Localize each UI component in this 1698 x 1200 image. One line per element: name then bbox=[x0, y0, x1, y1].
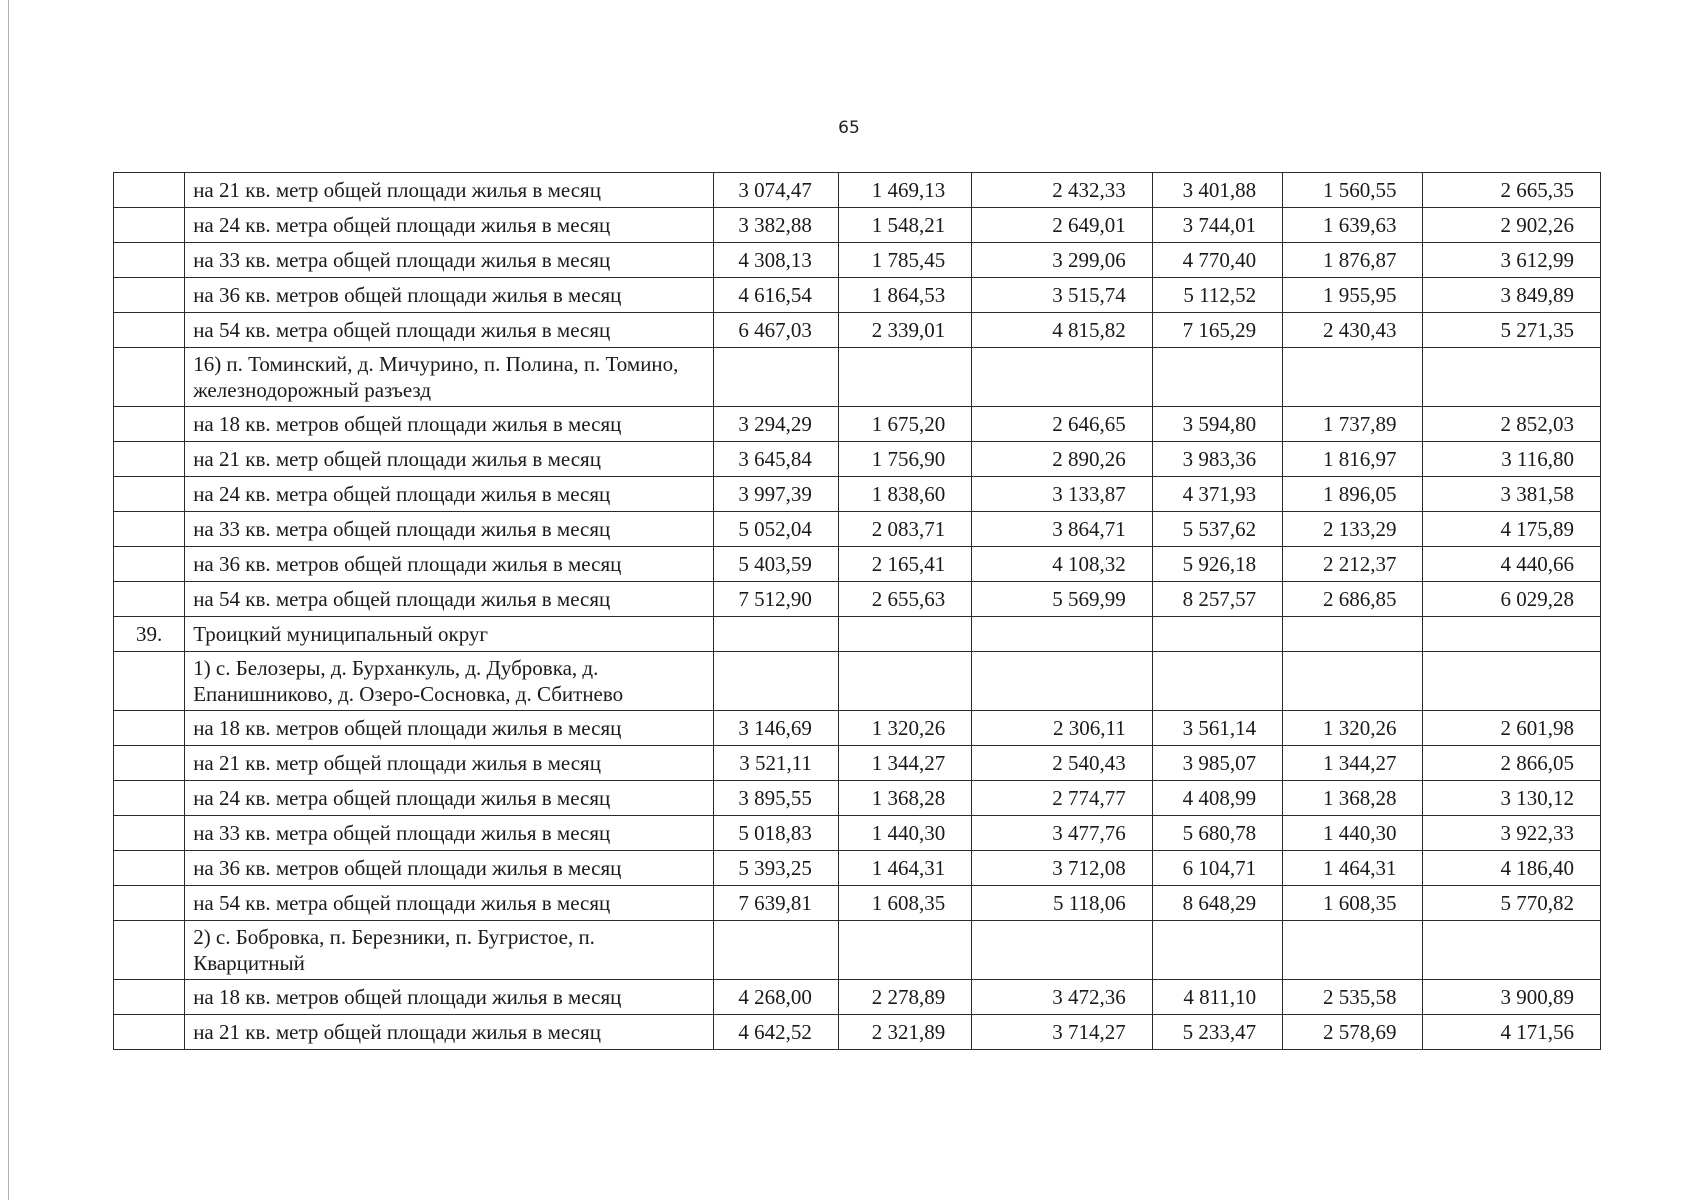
value-cell-col6: 2 852,03 bbox=[1423, 407, 1601, 442]
value-cell-col3: 2 432,33 bbox=[972, 173, 1152, 208]
value-cell-col2: 1 756,90 bbox=[838, 442, 971, 477]
value-cell-col4: 4 371,93 bbox=[1152, 477, 1282, 512]
value-cell-col3 bbox=[972, 617, 1152, 652]
table-row bbox=[114, 652, 1601, 711]
value-cell-col1: 5 403,59 bbox=[713, 547, 838, 582]
row-label-cell: на 24 кв. метра общей площади жилья в месяц bbox=[185, 781, 713, 816]
value-cell-col5: 1 896,05 bbox=[1283, 477, 1423, 512]
value-cell-col2: 1 320,26 bbox=[838, 711, 971, 746]
value-cell-col4: 3 594,80 bbox=[1152, 407, 1282, 442]
value-cell-col3: 3 864,71 bbox=[972, 512, 1152, 547]
value-cell-col5: 1 344,27 bbox=[1283, 746, 1423, 781]
value-cell-col2: 1 864,53 bbox=[838, 278, 971, 313]
row-label-cell: Троицкий муниципальный округ bbox=[185, 617, 713, 652]
value-cell-col5: 2 578,69 bbox=[1283, 1015, 1423, 1050]
value-cell-col5: 1 876,87 bbox=[1283, 243, 1423, 278]
table-row bbox=[114, 851, 1601, 886]
table-row bbox=[114, 921, 1601, 980]
table-row bbox=[114, 512, 1601, 547]
value-cell-col1: 4 268,00 bbox=[713, 980, 838, 1015]
value-cell-col3: 3 712,08 bbox=[972, 851, 1152, 886]
row-label-cell: на 36 кв. метров общей площади жилья в месяц bbox=[185, 851, 713, 886]
value-cell-col6: 3 381,58 bbox=[1423, 477, 1601, 512]
value-cell-col4: 3 983,36 bbox=[1152, 442, 1282, 477]
value-cell-col6: 4 186,40 bbox=[1423, 851, 1601, 886]
table-row bbox=[114, 547, 1601, 582]
value-cell-col5: 1 368,28 bbox=[1283, 781, 1423, 816]
value-cell-col4: 5 680,78 bbox=[1152, 816, 1282, 851]
value-cell-col5: 1 955,95 bbox=[1283, 278, 1423, 313]
value-cell-col6 bbox=[1423, 348, 1601, 407]
value-cell-col3: 2 646,65 bbox=[972, 407, 1152, 442]
value-cell-col5: 2 212,37 bbox=[1283, 547, 1423, 582]
row-index-cell bbox=[114, 477, 185, 512]
table-row bbox=[114, 348, 1601, 407]
locality-group-label: 2) с. Бобровка, п. Березники, п. Бугристое, п. Кварцитный bbox=[185, 921, 713, 980]
value-cell-col2: 1 548,21 bbox=[838, 208, 971, 243]
value-cell-col3: 2 306,11 bbox=[972, 711, 1152, 746]
value-cell-col5: 2 535,58 bbox=[1283, 980, 1423, 1015]
value-cell-col3: 5 118,06 bbox=[972, 886, 1152, 921]
value-cell-col4: 5 112,52 bbox=[1152, 278, 1282, 313]
value-cell-col4 bbox=[1152, 921, 1282, 980]
value-cell-col1: 3 146,69 bbox=[713, 711, 838, 746]
value-cell-col6: 4 175,89 bbox=[1423, 512, 1601, 547]
value-cell-col2: 2 278,89 bbox=[838, 980, 971, 1015]
row-label-cell: на 36 кв. метров общей площади жилья в месяц bbox=[185, 278, 713, 313]
row-label-cell: на 33 кв. метра общей площади жилья в месяц bbox=[185, 243, 713, 278]
table-row bbox=[114, 746, 1601, 781]
table-row bbox=[114, 477, 1601, 512]
value-cell-col5: 1 608,35 bbox=[1283, 886, 1423, 921]
value-cell-col2: 1 608,35 bbox=[838, 886, 971, 921]
value-cell-col3 bbox=[972, 921, 1152, 980]
row-index-cell bbox=[114, 208, 185, 243]
row-index-cell bbox=[114, 652, 185, 711]
row-index-cell bbox=[114, 313, 185, 348]
value-cell-col2 bbox=[838, 348, 971, 407]
value-cell-col4: 5 233,47 bbox=[1152, 1015, 1282, 1050]
value-cell-col3: 2 649,01 bbox=[972, 208, 1152, 243]
row-index-cell bbox=[114, 980, 185, 1015]
value-cell-col1: 5 052,04 bbox=[713, 512, 838, 547]
table-row bbox=[114, 711, 1601, 746]
value-cell-col3: 4 815,82 bbox=[972, 313, 1152, 348]
value-cell-col6: 2 601,98 bbox=[1423, 711, 1601, 746]
value-cell-col5: 1 639,63 bbox=[1283, 208, 1423, 243]
tariff-table bbox=[113, 172, 1601, 1050]
row-label-cell: на 21 кв. метр общей площади жилья в месяц bbox=[185, 442, 713, 477]
value-cell-col3: 3 515,74 bbox=[972, 278, 1152, 313]
value-cell-col1: 3 382,88 bbox=[713, 208, 838, 243]
value-cell-col1: 3 521,11 bbox=[713, 746, 838, 781]
row-index-cell bbox=[114, 243, 185, 278]
value-cell-col3: 3 299,06 bbox=[972, 243, 1152, 278]
value-cell-col3: 4 108,32 bbox=[972, 547, 1152, 582]
value-cell-col2: 1 464,31 bbox=[838, 851, 971, 886]
value-cell-col2: 1 838,60 bbox=[838, 477, 971, 512]
value-cell-col6 bbox=[1423, 652, 1601, 711]
value-cell-col4 bbox=[1152, 652, 1282, 711]
row-index-cell bbox=[114, 278, 185, 313]
row-index-cell bbox=[114, 582, 185, 617]
value-cell-col1: 3 294,29 bbox=[713, 407, 838, 442]
value-cell-col6: 5 271,35 bbox=[1423, 313, 1601, 348]
value-cell-col4: 4 770,40 bbox=[1152, 243, 1282, 278]
value-cell-col2 bbox=[838, 921, 971, 980]
row-index-cell bbox=[114, 851, 185, 886]
value-cell-col4: 3 561,14 bbox=[1152, 711, 1282, 746]
value-cell-col3: 3 472,36 bbox=[972, 980, 1152, 1015]
table-row bbox=[114, 582, 1601, 617]
row-index-cell bbox=[114, 816, 185, 851]
value-cell-col5: 1 737,89 bbox=[1283, 407, 1423, 442]
value-cell-col5: 1 440,30 bbox=[1283, 816, 1423, 851]
row-label-cell: на 54 кв. метра общей площади жилья в месяц bbox=[185, 886, 713, 921]
row-label-cell: на 21 кв. метр общей площади жилья в месяц bbox=[185, 173, 713, 208]
value-cell-col4: 3 985,07 bbox=[1152, 746, 1282, 781]
value-cell-col1: 7 512,90 bbox=[713, 582, 838, 617]
row-index-cell bbox=[114, 711, 185, 746]
value-cell-col5: 2 430,43 bbox=[1283, 313, 1423, 348]
row-label-cell: на 18 кв. метров общей площади жилья в месяц bbox=[185, 407, 713, 442]
value-cell-col2: 1 785,45 bbox=[838, 243, 971, 278]
value-cell-col6: 3 922,33 bbox=[1423, 816, 1601, 851]
value-cell-col1: 4 616,54 bbox=[713, 278, 838, 313]
row-label-cell: на 21 кв. метр общей площади жилья в месяц bbox=[185, 746, 713, 781]
locality-group-label: 1) с. Белозеры, д. Бурханкуль, д. Дубровка, д. Епанишниково, д. Озеро-Сосновка, д. Сбитнево bbox=[185, 652, 713, 711]
value-cell-col6: 3 900,89 bbox=[1423, 980, 1601, 1015]
row-label-cell: на 18 кв. метров общей площади жилья в месяц bbox=[185, 711, 713, 746]
value-cell-col4: 4 408,99 bbox=[1152, 781, 1282, 816]
value-cell-col1: 3 645,84 bbox=[713, 442, 838, 477]
row-index-cell bbox=[114, 921, 185, 980]
row-index-cell: 39. bbox=[114, 617, 185, 652]
value-cell-col6: 3 849,89 bbox=[1423, 278, 1601, 313]
value-cell-col4: 5 537,62 bbox=[1152, 512, 1282, 547]
row-index-cell bbox=[114, 442, 185, 477]
value-cell-col2: 2 321,89 bbox=[838, 1015, 971, 1050]
value-cell-col2: 2 083,71 bbox=[838, 512, 971, 547]
locality-group-label: 16) п. Томинский, д. Мичурино, п. Полина, п. Томино, железнодорожный разъезд bbox=[185, 348, 713, 407]
row-label-cell: на 21 кв. метр общей площади жилья в месяц bbox=[185, 1015, 713, 1050]
value-cell-col2: 1 344,27 bbox=[838, 746, 971, 781]
value-cell-col4: 6 104,71 bbox=[1152, 851, 1282, 886]
row-label-cell: на 24 кв. метра общей площади жилья в месяц bbox=[185, 208, 713, 243]
row-label-cell: на 54 кв. метра общей площади жилья в месяц bbox=[185, 582, 713, 617]
value-cell-col1: 3 895,55 bbox=[713, 781, 838, 816]
value-cell-col3: 2 540,43 bbox=[972, 746, 1152, 781]
scan-edge-line bbox=[8, 0, 9, 1200]
value-cell-col1: 4 642,52 bbox=[713, 1015, 838, 1050]
value-cell-col1: 6 467,03 bbox=[713, 313, 838, 348]
value-cell-col1: 3 074,47 bbox=[713, 173, 838, 208]
value-cell-col4: 7 165,29 bbox=[1152, 313, 1282, 348]
table-row bbox=[114, 278, 1601, 313]
value-cell-col6: 6 029,28 bbox=[1423, 582, 1601, 617]
table-row bbox=[114, 886, 1601, 921]
value-cell-col6: 3 612,99 bbox=[1423, 243, 1601, 278]
row-index-cell bbox=[114, 547, 185, 582]
value-cell-col2 bbox=[838, 652, 971, 711]
value-cell-col2: 2 165,41 bbox=[838, 547, 971, 582]
value-cell-col2: 2 655,63 bbox=[838, 582, 971, 617]
value-cell-col6: 2 665,35 bbox=[1423, 173, 1601, 208]
value-cell-col5: 1 560,55 bbox=[1283, 173, 1423, 208]
value-cell-col6 bbox=[1423, 921, 1601, 980]
value-cell-col1: 7 639,81 bbox=[713, 886, 838, 921]
table-body bbox=[114, 173, 1601, 1050]
table-row bbox=[114, 442, 1601, 477]
table-row bbox=[114, 208, 1601, 243]
value-cell-col6: 2 866,05 bbox=[1423, 746, 1601, 781]
value-cell-col4 bbox=[1152, 617, 1282, 652]
value-cell-col4 bbox=[1152, 348, 1282, 407]
value-cell-col2: 1 675,20 bbox=[838, 407, 971, 442]
table-row bbox=[114, 1015, 1601, 1050]
value-cell-col6: 3 116,80 bbox=[1423, 442, 1601, 477]
row-index-cell bbox=[114, 407, 185, 442]
value-cell-col6: 4 171,56 bbox=[1423, 1015, 1601, 1050]
row-index-cell bbox=[114, 512, 185, 547]
row-index-cell bbox=[114, 886, 185, 921]
row-label-cell: на 33 кв. метра общей площади жилья в месяц bbox=[185, 512, 713, 547]
value-cell-col1: 5 018,83 bbox=[713, 816, 838, 851]
value-cell-col5: 1 320,26 bbox=[1283, 711, 1423, 746]
value-cell-col2: 2 339,01 bbox=[838, 313, 971, 348]
row-label-cell: на 33 кв. метра общей площади жилья в месяц bbox=[185, 816, 713, 851]
value-cell-col6: 2 902,26 bbox=[1423, 208, 1601, 243]
row-index-cell bbox=[114, 781, 185, 816]
value-cell-col2 bbox=[838, 617, 971, 652]
value-cell-col1 bbox=[713, 652, 838, 711]
value-cell-col1: 4 308,13 bbox=[713, 243, 838, 278]
value-cell-col5 bbox=[1283, 348, 1423, 407]
value-cell-col5: 1 464,31 bbox=[1283, 851, 1423, 886]
row-label-cell: на 54 кв. метра общей площади жилья в месяц bbox=[185, 313, 713, 348]
row-label-cell: на 18 кв. метров общей площади жилья в месяц bbox=[185, 980, 713, 1015]
value-cell-col3: 2 774,77 bbox=[972, 781, 1152, 816]
value-cell-col3: 2 890,26 bbox=[972, 442, 1152, 477]
value-cell-col1 bbox=[713, 921, 838, 980]
value-cell-col2: 1 440,30 bbox=[838, 816, 971, 851]
row-index-cell bbox=[114, 173, 185, 208]
value-cell-col3: 5 569,99 bbox=[972, 582, 1152, 617]
table-row bbox=[114, 313, 1601, 348]
table-row bbox=[114, 816, 1601, 851]
value-cell-col1 bbox=[713, 348, 838, 407]
value-cell-col1 bbox=[713, 617, 838, 652]
value-cell-col6: 3 130,12 bbox=[1423, 781, 1601, 816]
value-cell-col5 bbox=[1283, 617, 1423, 652]
value-cell-col4: 8 257,57 bbox=[1152, 582, 1282, 617]
row-index-cell bbox=[114, 348, 185, 407]
value-cell-col4: 8 648,29 bbox=[1152, 886, 1282, 921]
table-row bbox=[114, 407, 1601, 442]
table-row bbox=[114, 781, 1601, 816]
row-label-cell: на 36 кв. метров общей площади жилья в месяц bbox=[185, 547, 713, 582]
value-cell-col3: 3 477,76 bbox=[972, 816, 1152, 851]
row-label-cell: на 24 кв. метра общей площади жилья в месяц bbox=[185, 477, 713, 512]
value-cell-col6: 5 770,82 bbox=[1423, 886, 1601, 921]
table-row bbox=[114, 243, 1601, 278]
value-cell-col2: 1 469,13 bbox=[838, 173, 971, 208]
value-cell-col5 bbox=[1283, 652, 1423, 711]
value-cell-col6: 4 440,66 bbox=[1423, 547, 1601, 582]
value-cell-col4: 4 811,10 bbox=[1152, 980, 1282, 1015]
value-cell-col5: 2 133,29 bbox=[1283, 512, 1423, 547]
value-cell-col4: 3 401,88 bbox=[1152, 173, 1282, 208]
value-cell-col3 bbox=[972, 348, 1152, 407]
table-row bbox=[114, 980, 1601, 1015]
page-number: 65 bbox=[838, 118, 860, 138]
table-row bbox=[114, 173, 1601, 208]
table-row bbox=[114, 617, 1601, 652]
value-cell-col4: 3 744,01 bbox=[1152, 208, 1282, 243]
value-cell-col5 bbox=[1283, 921, 1423, 980]
value-cell-col5: 1 816,97 bbox=[1283, 442, 1423, 477]
value-cell-col3: 3 714,27 bbox=[972, 1015, 1152, 1050]
value-cell-col2: 1 368,28 bbox=[838, 781, 971, 816]
row-index-cell bbox=[114, 1015, 185, 1050]
value-cell-col4: 5 926,18 bbox=[1152, 547, 1282, 582]
value-cell-col6 bbox=[1423, 617, 1601, 652]
value-cell-col1: 3 997,39 bbox=[713, 477, 838, 512]
row-index-cell bbox=[114, 746, 185, 781]
value-cell-col1: 5 393,25 bbox=[713, 851, 838, 886]
value-cell-col3 bbox=[972, 652, 1152, 711]
value-cell-col5: 2 686,85 bbox=[1283, 582, 1423, 617]
value-cell-col3: 3 133,87 bbox=[972, 477, 1152, 512]
